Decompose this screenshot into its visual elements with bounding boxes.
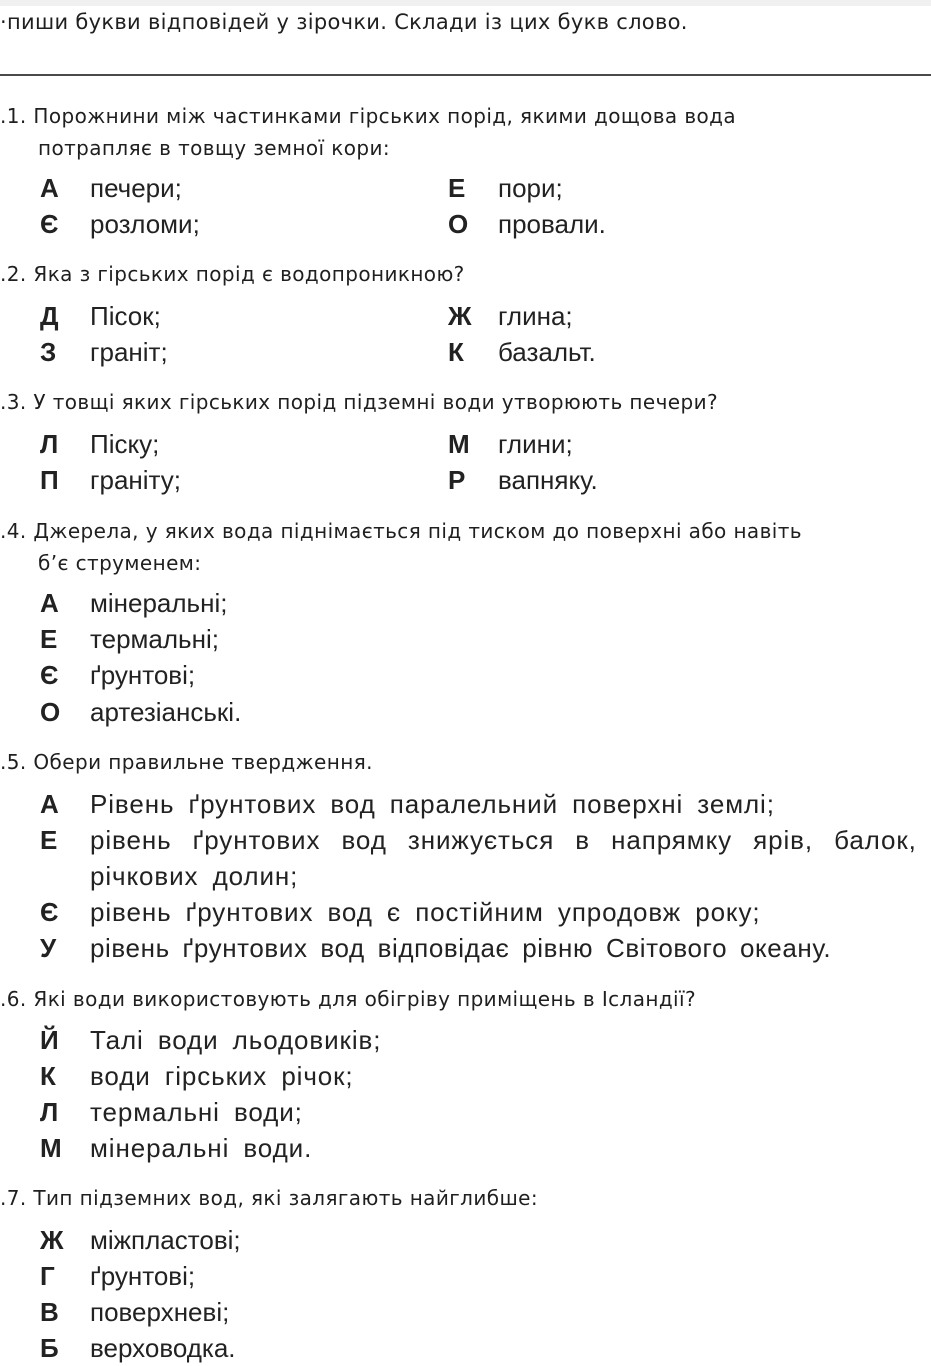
option-text: пори; [498,173,563,203]
question-4 [0,515,931,579]
option-text: глини; [498,429,573,459]
option-text: ґрунтові; [90,1261,196,1291]
option-text: базальт. [498,337,596,367]
option-5-e-continuation [90,858,298,894]
question-7 [0,1182,931,1214]
option-letter: К [448,337,464,367]
option-letter: О [448,209,469,239]
question-1 [0,100,931,164]
question-4-line-2: б’є струменем: [38,551,202,575]
option-letter: Є [40,897,59,927]
page-top-edge [0,0,931,6]
option-text: артезіанські. [90,697,242,727]
option-letter: Ж [40,1225,64,1255]
option-4-ye[interactable] [40,657,195,693]
option-text: мінеральні води. [90,1133,313,1163]
option-7-b[interactable] [40,1330,236,1366]
option-3-p[interactable] [40,462,181,498]
option-7-v[interactable] [40,1294,229,1330]
option-2-k[interactable] [448,334,596,370]
option-letter: М [448,429,470,459]
option-6-m[interactable] [40,1130,312,1166]
option-6-l[interactable] [40,1094,303,1130]
option-5-e[interactable] [40,822,917,858]
option-4-a[interactable] [40,585,227,621]
option-letter: Є [40,660,59,690]
horizontal-divider [0,74,931,76]
option-text: термальні; [90,624,219,654]
option-text: Талі води льодовиків; [90,1025,382,1055]
option-letter: Ж [448,301,472,331]
option-letter: М [40,1133,62,1163]
question-6-text [0,983,931,1015]
option-letter: Є [40,209,59,239]
question-4-line-1: .4. Джерела, у яких вода піднімається під тиском до поверхні або навіть [0,519,802,543]
option-3-r[interactable] [448,462,598,498]
option-text: поверхневі; [90,1297,230,1327]
option-2-zh[interactable] [448,298,573,334]
option-letter: Р [448,465,466,495]
option-text-continuation: річкових долин; [90,861,299,891]
option-letter: Д [40,301,59,331]
option-1-o[interactable] [448,206,606,242]
option-text: рівень ґрунтових вод знижується в напрямку ярів, балок, [90,825,917,855]
question-3 [0,386,931,418]
option-letter: А [40,789,59,819]
option-6-k[interactable] [40,1058,354,1094]
option-2-z[interactable] [40,334,168,370]
question-6 [0,983,931,1015]
option-7-zh[interactable] [40,1222,241,1258]
option-text: термальні води; [90,1097,303,1127]
question-1-line-1: .1. Порожнини між частинками гірських порід, якими дощова вода [0,104,737,128]
question-5-line-1: .5. Обери правильне твердження. [0,750,373,774]
option-letter: А [40,173,59,203]
option-7-h[interactable] [40,1258,195,1294]
option-letter: О [40,697,61,727]
option-2-d[interactable] [40,298,161,334]
option-text: рівень ґрунтових вод відповідає рівню Світового океану. [90,933,832,963]
option-text: вапняку. [498,465,598,495]
option-letter: У [40,933,57,963]
option-text: граніт; [90,337,168,367]
question-7-line-1: .7. Тип підземних вод, які залягають найглибше: [0,1186,538,1210]
option-letter: Е [448,173,466,203]
option-text: верховодка. [90,1333,236,1363]
question-5 [0,746,931,778]
option-letter: Й [40,1025,59,1055]
option-1-a[interactable] [40,170,182,206]
option-letter: Л [40,429,59,459]
option-1-e[interactable] [448,170,563,206]
option-5-ye[interactable] [40,894,761,930]
option-letter: К [40,1061,56,1091]
option-letter: В [40,1297,59,1327]
option-1-ye[interactable] [40,206,200,242]
question-5-text [0,746,931,778]
option-text: міжпластові; [90,1225,241,1255]
option-text: глина; [498,301,573,331]
option-text: Пісок; [90,301,161,331]
option-text: печери; [90,173,182,203]
question-4-text [0,515,931,579]
option-text: Рівень ґрунтових вод паралельний поверхні землі; [90,789,775,819]
option-letter: Б [40,1333,59,1363]
question-2-line-1: .2. Яка з гірських порід є водопроникною? [0,262,465,286]
question-1-text [0,100,931,164]
option-text: ґрунтові; [90,660,196,690]
option-letter: Е [40,624,58,654]
option-6-y[interactable] [40,1022,381,1058]
option-5-a[interactable] [40,786,775,822]
question-2 [0,258,931,290]
option-text: граніту; [90,465,181,495]
option-letter: З [40,337,57,367]
option-3-l[interactable] [40,426,159,462]
question-6-line-1: .6. Які води використовують для обігріву приміщень в Ісландії? [0,987,696,1011]
option-text: розломи; [90,209,200,239]
option-4-e[interactable] [40,621,219,657]
instruction-text: ·пиши букви відповідей у зірочки. Склади із цих букв слово. [0,10,688,34]
option-text: Піску; [90,429,160,459]
question-3-line-1: .3. У товщі яких гірських порід підземні води утворюють печери? [0,390,719,414]
option-letter: А [40,588,59,618]
option-5-u[interactable] [40,930,831,966]
option-text: рівень ґрунтових вод є постійним упродовж року; [90,897,761,927]
option-text: мінеральні; [90,588,228,618]
option-text: води гірських річок; [90,1061,354,1091]
option-letter: Л [40,1097,59,1127]
option-4-o[interactable] [40,694,241,730]
question-7-text [0,1182,931,1214]
question-3-text [0,386,931,418]
option-text: провали. [498,209,606,239]
option-3-m[interactable] [448,426,573,462]
option-letter: П [40,465,59,495]
option-letter: Е [40,825,58,855]
question-2-text [0,258,931,290]
option-letter: Г [40,1261,55,1291]
question-1-line-2: потрапляє в товщу земної кори: [38,136,390,160]
